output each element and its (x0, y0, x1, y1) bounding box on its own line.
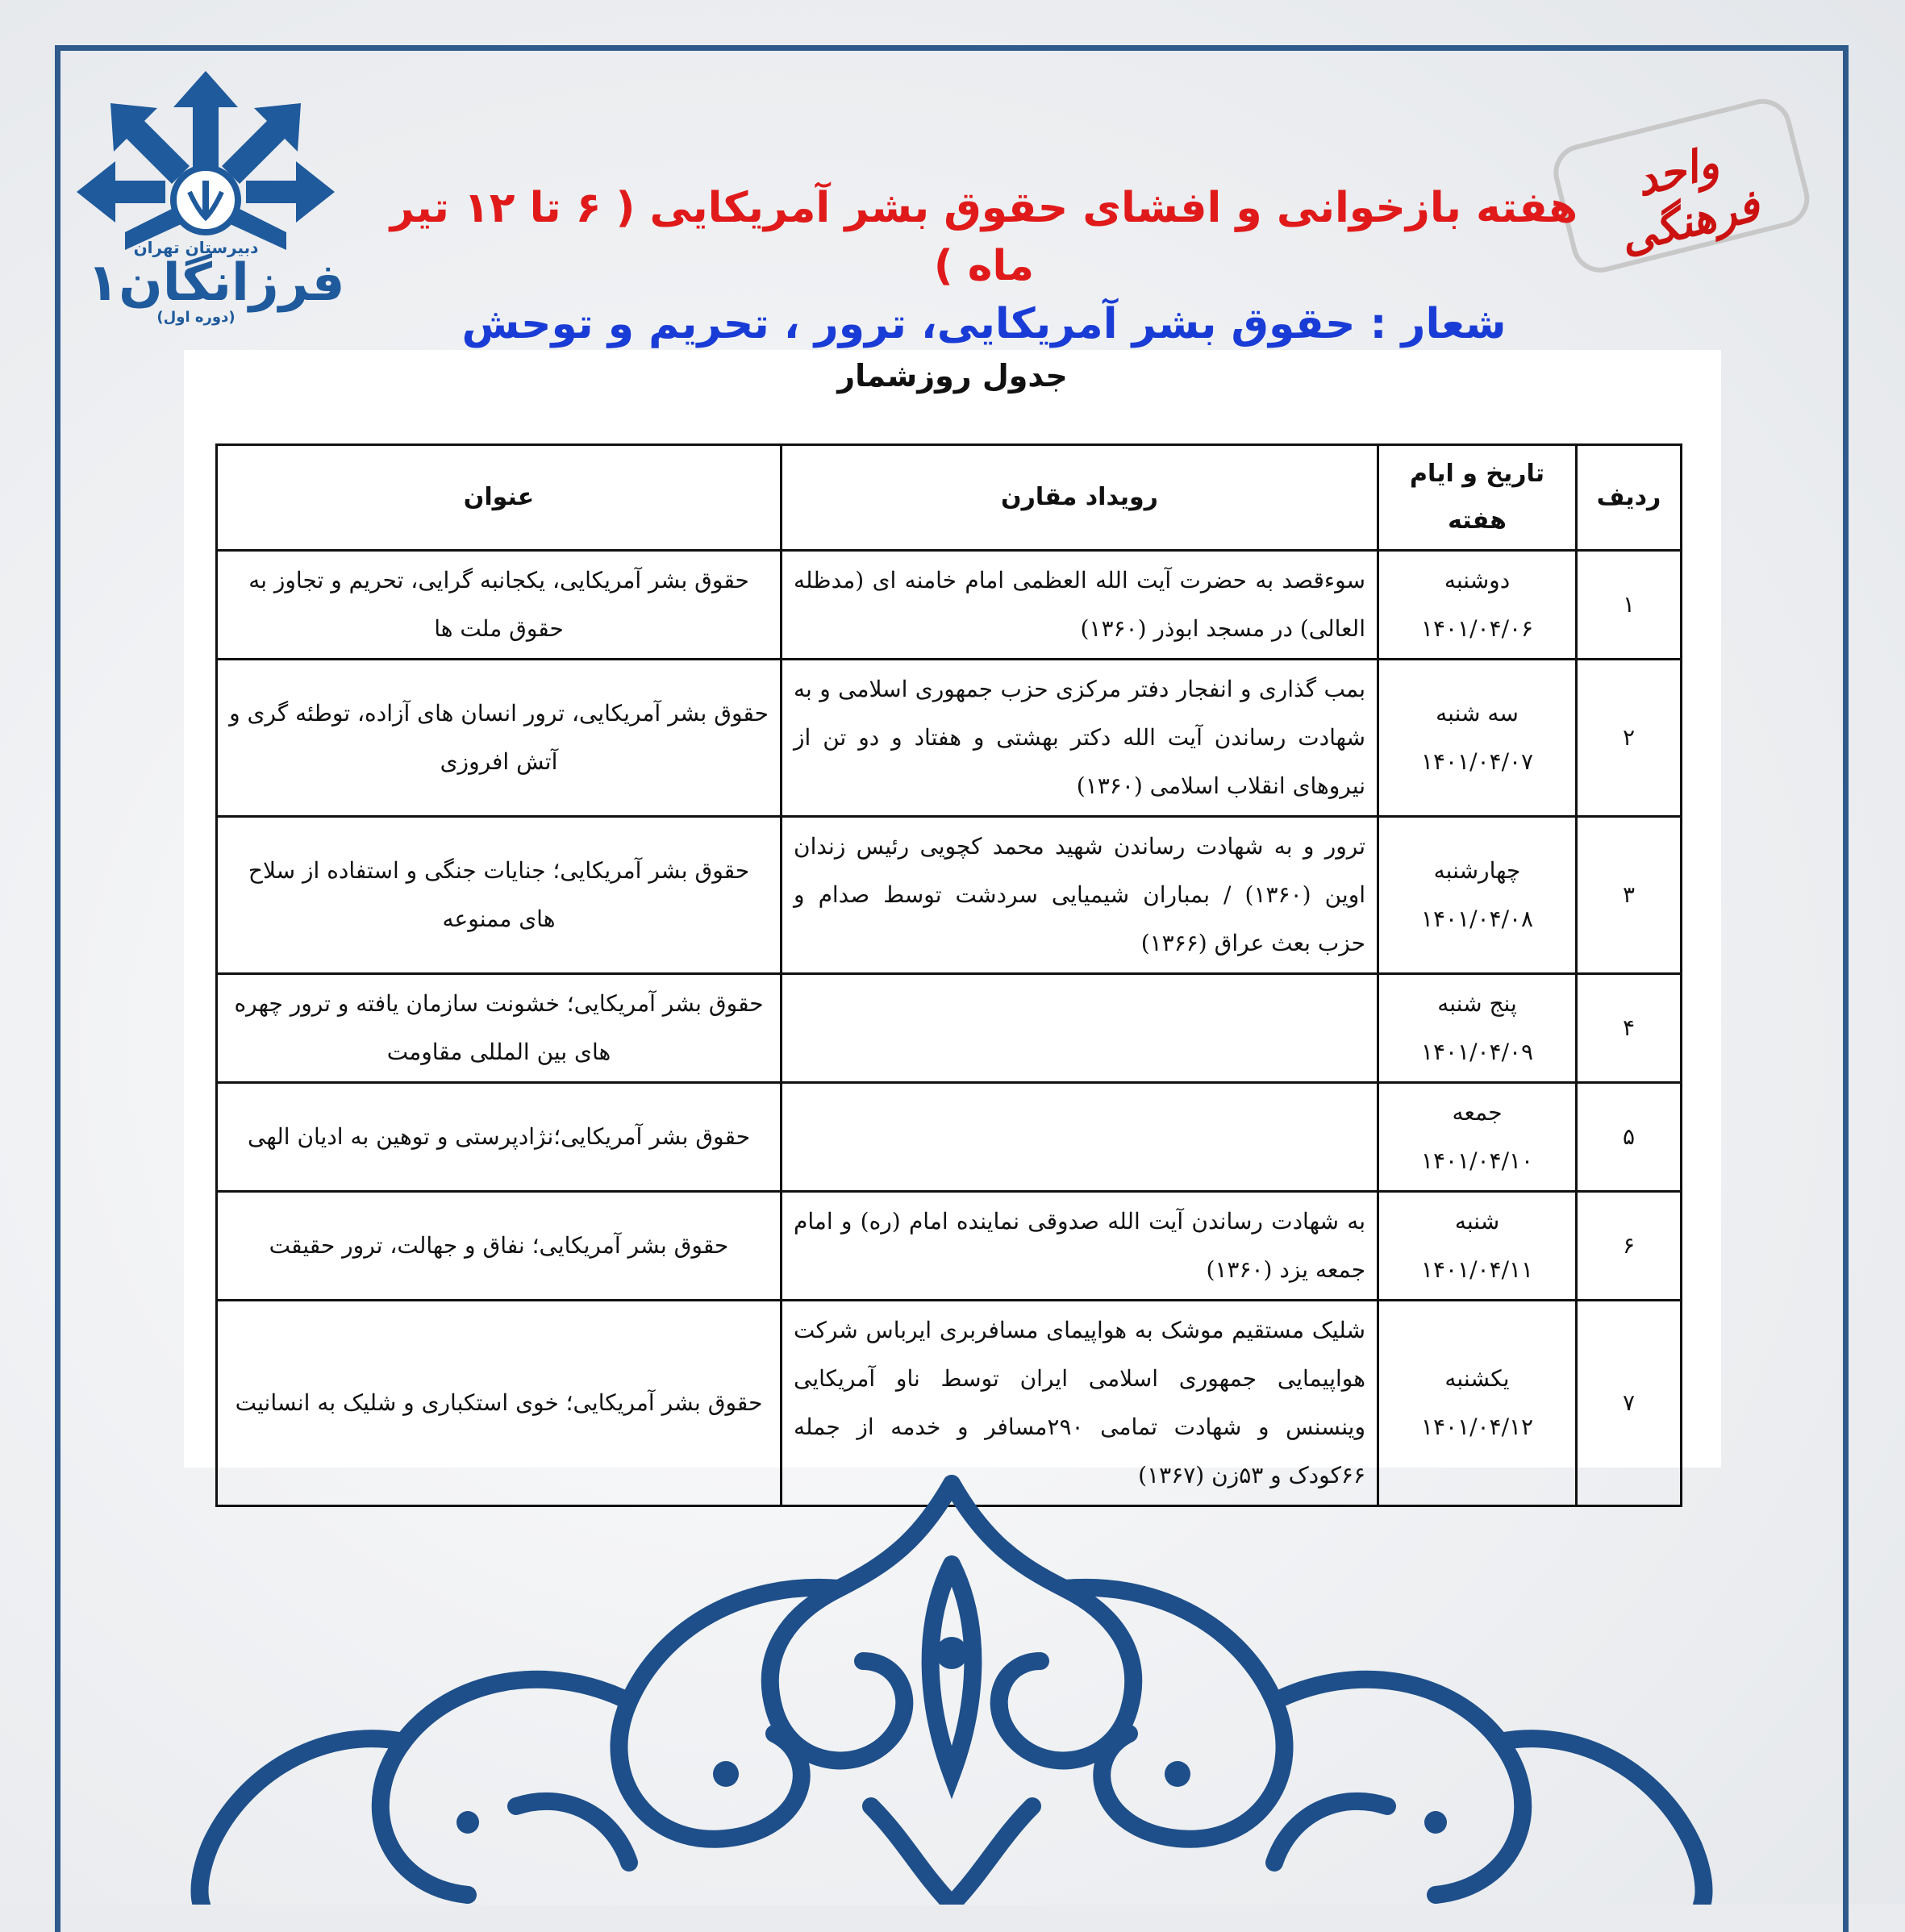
day-name: چهارشنبه (1433, 857, 1521, 884)
row-number: ۴ (1577, 974, 1682, 1083)
date-value: ۱۴۰۱/۰۴/۱۲ (1420, 1414, 1534, 1440)
table-row (217, 1192, 1682, 1301)
day-name: سه شنبه (1436, 700, 1519, 727)
stamp-text: واحد فرهنگی (1615, 135, 1765, 264)
subject-cell: حقوق بشر آمریکایی، یکجانبه گرایی، تحریم و تجاوز به حقوق ملت ها (217, 551, 782, 660)
table-row (217, 817, 1682, 974)
row-number: ۵ (1577, 1083, 1682, 1192)
logo-period: (دوره اول) (156, 309, 236, 326)
subject-cell: حقوق بشر آمریکایی؛ نفاق و جهالت، ترور حقیقت (217, 1192, 782, 1301)
table-row (217, 551, 1682, 660)
date-cell (1378, 1083, 1577, 1192)
event-cell: شلیک مستقیم موشک به هواپیمای مسافربری ایرباس شرکت هواپیمایی جمهوری اسلامی ایران توسط ناو آمریکایی وینسنس و شهادت تمامی ۲۹۰مسافر و خدمه از جمله ۶۶کودک و ۵۳زن (۱۳۶۷) (782, 1301, 1378, 1506)
logo-city-label: تهران (133, 238, 180, 257)
date-value: ۱۴۰۱/۰۴/۰۸ (1420, 906, 1534, 932)
day-name: دوشنبه (1444, 567, 1511, 593)
event-cell: بمب گذاری و انفجار دفتر مرکزی حزب جمهوری اسلامی و به شهادت رساندن آیت الله دکتر بهشتی و هفتاد و دو تن از نیروهای انقلاب اسلامی (۱۳۶۰) (782, 660, 1378, 817)
column-header-event: رویداد مقارن (782, 445, 1378, 551)
day-name: پنج شنبه (1437, 990, 1517, 1017)
logo-text (87, 238, 345, 326)
date-value: ۱۴۰۱/۰۴/۱۰ (1420, 1147, 1534, 1174)
column-header-row-number: ردیف (1577, 445, 1682, 551)
event-cell: ترور و به شهادت رساندن شهید محمد کچویی رئیس زندان اوین (۱۳۶۰) / بمباران شیمیایی سردشت توسط صدام و حزب بعث عراق (۱۳۶۶) (782, 817, 1378, 974)
date-value: ۱۴۰۱/۰۴/۰۹ (1420, 1039, 1534, 1065)
table-header-row (217, 445, 1682, 551)
day-name: یکشنبه (1444, 1365, 1510, 1392)
schedule-table (215, 443, 1682, 1507)
event-cell (782, 1083, 1378, 1192)
row-number: ۱ (1577, 551, 1682, 660)
table-row (217, 660, 1682, 817)
date-value: ۱۴۰۱/۰۴/۰۶ (1420, 615, 1534, 642)
row-number: ۶ (1577, 1192, 1682, 1301)
subject-cell: حقوق بشر آمریکایی؛نژادپرستی و توهین به ادیان الهی (217, 1083, 782, 1192)
table-row (217, 974, 1682, 1083)
day-name: جمعه (1452, 1099, 1503, 1126)
event-cell: به شهادت رساندن آیت الله صدوقی نماینده امام (ره) و امام جمعه یزد (۱۳۶۰) (782, 1192, 1378, 1301)
date-cell (1378, 974, 1577, 1083)
headline (355, 179, 1613, 353)
subject-cell: حقوق بشر آمریکایی؛ خوی استکباری و شلیک به انسانیت (217, 1301, 782, 1506)
schedule-title: جدول روزشمار (837, 358, 1068, 393)
date-value: ۱۴۰۱/۰۴/۱۱ (1420, 1256, 1534, 1283)
row-number: ۷ (1577, 1301, 1682, 1506)
islamic-ornament-icon (113, 1468, 1790, 1905)
column-header-subject: عنوان (217, 445, 782, 551)
page-title: هفته بازخوانی و افشای حقوق بشر آمریکایی ( ۶ تا ۱۲ تیر ماه ) (390, 184, 1578, 290)
subject-cell: حقوق بشر آمریکایی؛ خشونت سازمان یافته و ترور چهره های بین المللی مقاومت (217, 974, 782, 1083)
row-number: ۳ (1577, 817, 1682, 974)
date-cell (1378, 817, 1577, 974)
subject-cell: حقوق بشر آمریکایی، ترور انسان های آزاده، توطئه گری و آتش افروزی (217, 660, 782, 817)
logo-school-label: دبیرستان (185, 238, 259, 257)
column-header-date: تاریخ و ایام هفته (1378, 445, 1577, 551)
date-value: ۱۴۰۱/۰۴/۰۷ (1420, 748, 1534, 775)
table-row (217, 1083, 1682, 1192)
logo-school-name: فرزانگان۱ (87, 253, 345, 313)
schedule-sheet (184, 350, 1721, 1489)
date-cell (1378, 551, 1577, 660)
event-cell: سوءقصد به حضرت آیت الله العظمی امام خامنه ای (مدظله العالی) در مسجد ابوذر (۱۳۶۰) (782, 551, 1378, 660)
event-cell (782, 974, 1378, 1083)
row-number: ۲ (1577, 660, 1682, 817)
date-cell (1378, 660, 1577, 817)
page-slogan: شعار : حقوق بشر آمریکایی، ترور ، تحریم و توحش (461, 300, 1507, 348)
day-name: شنبه (1454, 1208, 1500, 1235)
date-cell (1378, 1192, 1577, 1301)
subject-cell: حقوق بشر آمریکایی؛ جنایات جنگی و استفاده از سلاح های ممنوعه (217, 817, 782, 974)
